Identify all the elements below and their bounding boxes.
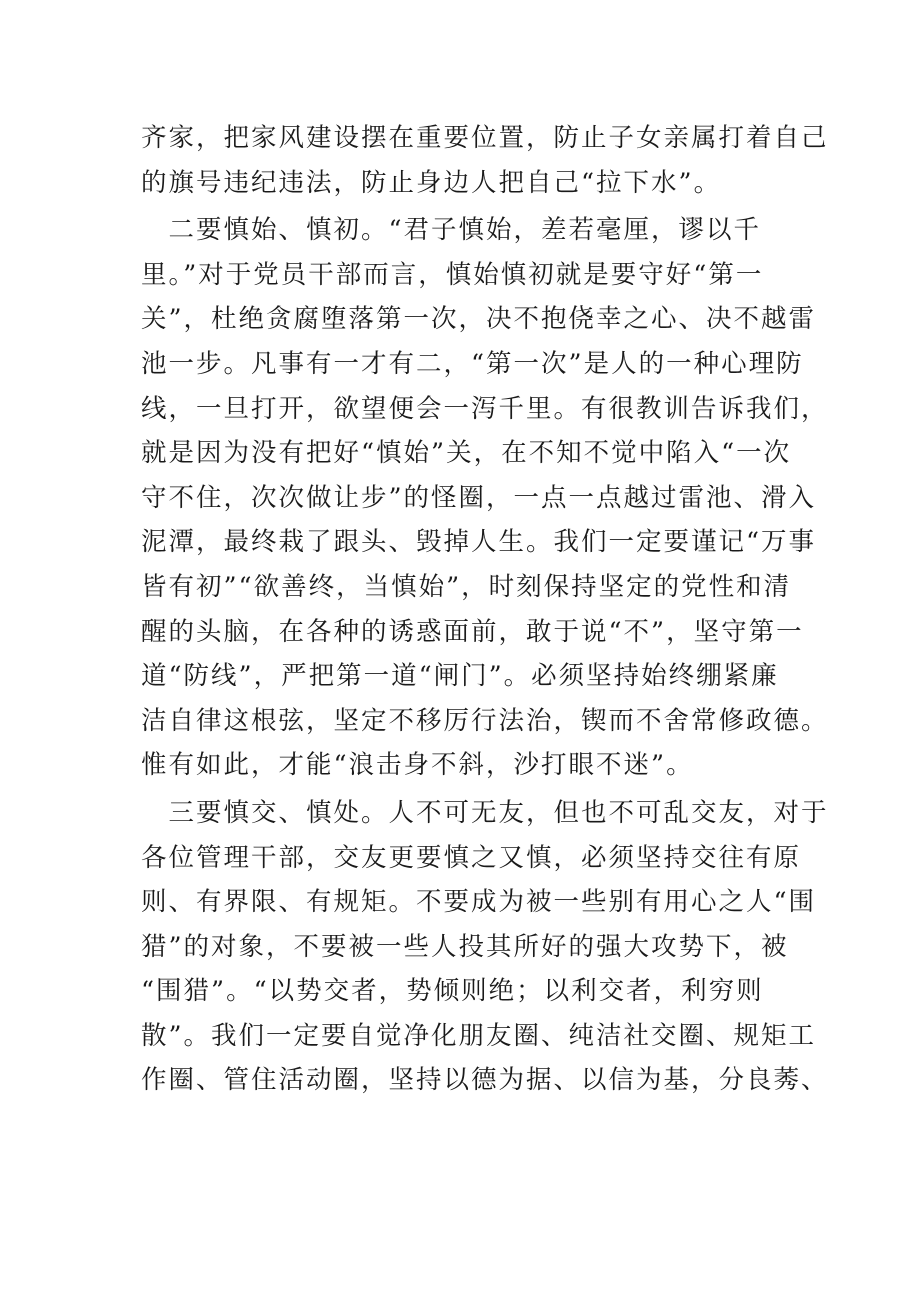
- text-line: 泥潭，最终栽了跟头、毁掉人生。我们一定要谨记“万事: [141, 527, 817, 558]
- text-line: 散”。我们一定要自觉净化朋友圈、纯洁社交圈、规矩工: [141, 1020, 817, 1051]
- text-line: 道“防线”，严把第一道“闸门”。必须坚持始终绷紧廉: [141, 661, 779, 692]
- text-line: 的旗号违纪违法，防止身边人把自己“拉下水”。: [141, 167, 722, 198]
- text-line: 猎”的对象，不要被一些人投其所好的强大攻势下，被: [141, 931, 789, 962]
- text-line: 洁自律这根弦，坚定不移厉行法治，锲而不舍常修政德。: [141, 705, 829, 736]
- text-line: 里。”对于党员干部而言，慎始慎初就是要守好“第一: [141, 259, 764, 290]
- paragraph-caution-beginning: [141, 208, 829, 788]
- paragraph-family-conduct: [141, 116, 829, 205]
- text-line: 三要慎交、慎处。人不可无友，但也不可乱交友，对于: [141, 797, 829, 828]
- text-line: 就是因为没有把好“慎始”关，在不知不觉中陷入“一次: [141, 438, 792, 469]
- document-body: [141, 116, 829, 1103]
- text-line: 齐家，把家风建设摆在重要位置，防止子女亲属打着自己: [141, 123, 829, 153]
- text-line: 关”，杜绝贪腐堕落第一次，决不抱侥幸之心、决不越雷: [141, 304, 817, 335]
- text-line: 惟有如此，才能“浪击身不斜，沙打眼不迷”。: [141, 750, 694, 781]
- text-line: “围猎”。“以势交者，势倾则绝；以利交者，利穷则: [141, 976, 764, 1007]
- text-line: 池一步。凡事有一才有二，“第一次”是人的一种心理防: [141, 348, 804, 379]
- paragraph-caution-friendship: [141, 791, 829, 1103]
- text-line: 守不住，次次做让步”的怪圈，一点一点越过雷池、滑入: [141, 482, 817, 513]
- text-line: 作圈、管住活动圈，坚持以德为据、以信为基，分良莠、: [141, 1065, 829, 1096]
- text-line: 皆有初”“欲善终，当慎始”，时刻保持坚定的党性和清: [141, 571, 792, 602]
- text-line: 二要慎始、慎初。“君子慎始，差若毫厘，谬以千: [141, 215, 762, 246]
- text-line: 则、有界限、有规矩。不要成为被一些别有用心之人“围: [141, 887, 817, 918]
- text-line: 线，一旦打开，欲望便会一泻千里。有很教训告诉我们，: [141, 393, 829, 424]
- text-line: 醒的头脑，在各种的诱惑面前，敢于说“不”，坚守第一: [141, 616, 804, 647]
- text-line: 各位管理干部，交友更要慎之又慎，必须坚持交往有原: [141, 842, 802, 873]
